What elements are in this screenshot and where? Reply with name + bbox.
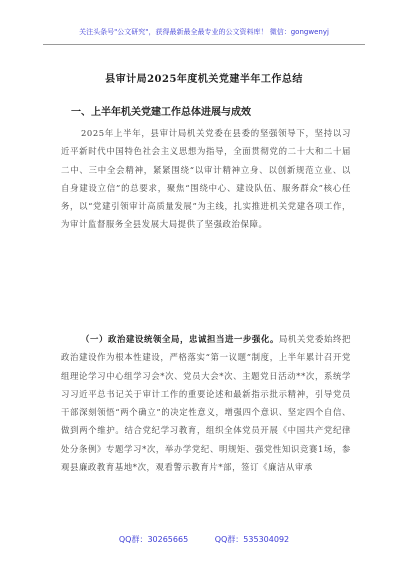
footer-qq-group-2: QQ群：535304092 xyxy=(214,535,290,544)
header-banner: 关注头条号"公文研究"，获得最新最全最专业的公文资料库！ 微信：gongwenyj xyxy=(79,28,329,36)
header-divider xyxy=(43,44,365,45)
document-title: 县审计局2025年度机关党建半年工作总结 xyxy=(105,74,303,85)
paragraph-text: 2025年上半年，县审计局机关党委在县委的坚强领导下，坚持以习近平新时代中国特色社会主义思想为指导，全面贯彻党的二十大和二十届二中、三中全会精神，紧紧围绕“以审计精神立身、以创新规范立业、以自身建设立信”的总要求，聚焦“围绕中心、建设队伍、服务群众”核心任务，以“党建引领审计高质量发展”为主线，扎实推进机关党建各项工作，为审计监督服务全县发展大局提供了坚强政治保障。 xyxy=(61,128,351,230)
paragraph-text: 局机关党委始终把政治建设作为根本性建设，严格落实“第一议题”制度，上半年累计召开党组理论学习中心组学习会*次、党员大会*次、主题党日活动**次，系统学习习近平总书记关于审计工作的重要论述和最新指示批示精神，引导党员干部深刻领悟“两个确立”的决定性意义，增强四个意识、坚定四个自信、做到两个维护。结合党纪学习教育，组织全体党员开展《中国共产党纪律处分条例》专题学习*次，举办学党纪、明规矩、强党性知识竞赛1场，参观县廉政教育基地*次，观看警示教育片*部，签订《廉洁从审承 xyxy=(61,334,351,473)
paragraph xyxy=(61,124,351,234)
footer-qq-group-1: QQ群：30265665 xyxy=(118,535,189,544)
footer xyxy=(0,534,408,545)
section-heading: 一、上半年机关党建工作总体进展与成效 xyxy=(71,107,251,118)
subsection-heading: （一）政治建设统领全局，忠诚担当进一步强化。 xyxy=(81,334,280,344)
paragraph xyxy=(61,330,351,476)
